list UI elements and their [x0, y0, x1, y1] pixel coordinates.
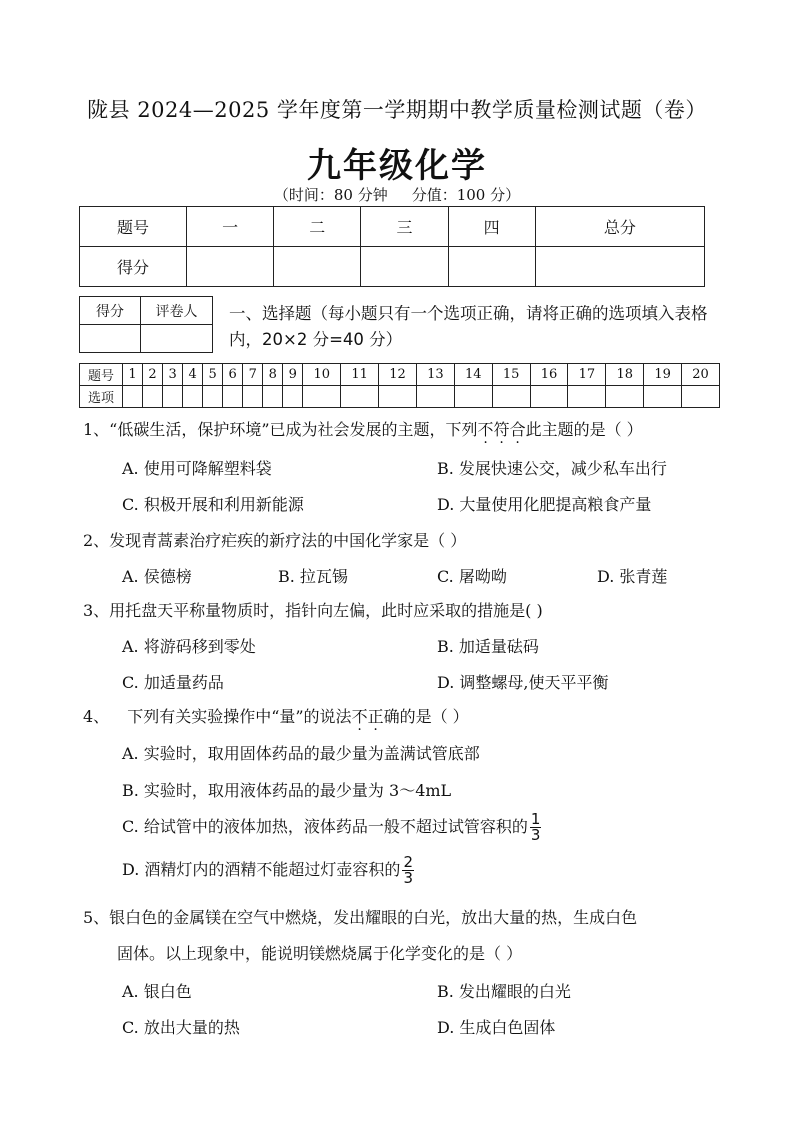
answer-cell[interactable]: [163, 386, 183, 408]
exam-title: 陇县 2024—2025 学年度第一学期期中教学质量检测试题（卷）: [87, 98, 707, 122]
emphasis-char: 不: [477, 420, 494, 439]
exam-score: 分值：100 分）: [411, 186, 521, 204]
answer-grid-number-row: [80, 364, 720, 386]
answer-cell[interactable]: [183, 386, 203, 408]
q4-option-d: [122, 855, 414, 886]
question-number-cell: 14: [454, 364, 492, 386]
answer-grid-label: 题号: [80, 364, 123, 386]
fraction-one-third: [530, 812, 542, 843]
question-number-cell: 8: [263, 364, 283, 386]
score-cell-header: 二: [274, 207, 361, 247]
score-entry-cell[interactable]: [448, 247, 535, 287]
question-number-cell: 16: [530, 364, 568, 386]
grader-label: 评卷人: [141, 297, 213, 325]
q1-option-c: C. 积极开展和利用新能源: [122, 495, 304, 514]
question-number-cell: 9: [283, 364, 303, 386]
question-number-cell: 17: [568, 364, 606, 386]
q3-option-a: A. 将游码移到零处: [122, 637, 256, 656]
emphasis-char: 符: [493, 420, 510, 439]
question-4-text: 下列有关实验操作中“量”的说法: [127, 707, 352, 726]
q1-option-d: D. 大量使用化肥提高粮食产量: [437, 495, 652, 514]
question-number-cell: 19: [644, 364, 682, 386]
answer-grid-option-label: 选项: [80, 386, 123, 408]
answer-cell[interactable]: [123, 386, 143, 408]
q1-option-b: B. 发展快速公交，减少私车出行: [437, 459, 667, 478]
q5-option-d: D. 生成白色固体: [437, 1018, 556, 1037]
q5-option-c: C. 放出大量的热: [122, 1018, 240, 1037]
q5-option-a: A. 银白色: [122, 982, 192, 1001]
grader-score-label: 得分: [80, 297, 141, 325]
fraction-two-thirds: [402, 855, 414, 886]
q2-option-b: B. 拉瓦锡: [278, 567, 348, 586]
answer-cell[interactable]: [243, 386, 263, 408]
score-entry-cell[interactable]: [187, 247, 274, 287]
question-number-cell: 13: [416, 364, 454, 386]
question-1-stem: [83, 417, 643, 440]
q4-option-c-text: C. 给试管中的液体加热，液体药品一般不超过试管容积的: [122, 817, 528, 836]
score-cell-header: 三: [361, 207, 448, 247]
answer-cell[interactable]: [223, 386, 243, 408]
answer-cell[interactable]: [644, 386, 682, 408]
q4-option-d-text: D. 酒精灯内的酒精不能超过灯壶容积的: [122, 860, 401, 879]
question-number-cell: 12: [379, 364, 417, 386]
score-entry-cell[interactable]: [274, 247, 361, 287]
q1-option-a: A. 使用可降解塑料袋: [122, 459, 272, 478]
score-cell-header: 四: [448, 207, 535, 247]
q4-option-c: [122, 812, 541, 843]
question-5-stem-line1: 5、银白色的金属镁在空气中燃烧，发出耀眼的白光，放出大量的热，生成白色: [83, 908, 638, 927]
question-4-stem: [83, 704, 469, 727]
subject-title: 九年级化学: [307, 146, 487, 186]
answer-cell[interactable]: [303, 386, 341, 408]
section-heading: 一、选择题（每小题只有一个选项正确，请将正确的选项填入表格内，20×2 分=40 分）: [229, 304, 708, 349]
grader-score-cell[interactable]: [80, 325, 141, 353]
emphasis-char: 合: [509, 420, 526, 439]
q5-option-b: B. 发出耀眼的白光: [437, 982, 571, 1001]
question-number-cell: 7: [243, 364, 263, 386]
score-table: [79, 206, 705, 287]
grader-name-cell[interactable]: [141, 325, 213, 353]
question-number-cell: 2: [143, 364, 163, 386]
question-1-text: 1、“低碳生活，保护环境”已成为社会发展的主题，下列: [83, 420, 478, 439]
question-4-number: 4、: [83, 707, 110, 726]
answer-cell[interactable]: [568, 386, 606, 408]
score-cell-header: 总分: [535, 207, 704, 247]
question-number-cell: 20: [682, 364, 720, 386]
score-table-header-row: [80, 207, 705, 247]
question-4-text-end: 确的是（ ）: [383, 707, 469, 726]
q2-option-a: A. 侯德榜: [122, 567, 192, 586]
emphasis-char: 正: [367, 707, 384, 726]
q4-option-a: A. 实验时，取用固体药品的最少量为盖满试管底部: [122, 744, 480, 763]
question-number-cell: 15: [492, 364, 530, 386]
question-number-cell: 18: [606, 364, 644, 386]
score-entry-cell[interactable]: [535, 247, 704, 287]
score-cell-header: 一: [187, 207, 274, 247]
question-3-stem: 3、用托盘天平称量物质时，指针向左偏，此时应采取的措施是( ): [83, 601, 543, 620]
question-number-cell: 10: [303, 364, 341, 386]
q3-option-c: C. 加适量药品: [122, 673, 224, 692]
question-number-cell: 11: [341, 364, 379, 386]
score-entry-cell[interactable]: [361, 247, 448, 287]
answer-cell[interactable]: [606, 386, 644, 408]
q4-option-b: B. 实验时，取用液体药品的最少量为 3～4mL: [122, 781, 452, 800]
q3-option-d: D. 调整螺母,使天平平衡: [437, 673, 609, 692]
fraction-denominator: 3: [530, 826, 541, 844]
question-number-cell: 6: [223, 364, 243, 386]
answer-cell[interactable]: [283, 386, 303, 408]
answer-cell[interactable]: [492, 386, 530, 408]
fraction-numerator: 2: [403, 853, 413, 871]
exam-info: [0, 184, 794, 205]
question-2-stem: 2、发现青蒿素治疗疟疾的新疗法的中国化学家是（ ）: [83, 531, 467, 550]
answer-cell[interactable]: [203, 386, 223, 408]
score-cell-label: 题号: [80, 207, 187, 247]
answer-grid-option-row: [80, 386, 720, 408]
answer-cell[interactable]: [379, 386, 417, 408]
answer-cell[interactable]: [530, 386, 568, 408]
q3-option-b: B. 加适量砝码: [437, 637, 539, 656]
answer-cell[interactable]: [454, 386, 492, 408]
fraction-denominator: 3: [403, 869, 413, 887]
question-5-stem-line2: 固体。以上现象中，能说明镁燃烧属于化学变化的是（ ）: [117, 944, 523, 963]
question-number-cell: 4: [183, 364, 203, 386]
answer-cell[interactable]: [416, 386, 454, 408]
answer-cell[interactable]: [682, 386, 720, 408]
answer-cell[interactable]: [341, 386, 379, 408]
question-1-text-end: 此主题的是（ ）: [525, 420, 643, 439]
question-number-cell: 1: [123, 364, 143, 386]
answer-grid: [79, 363, 720, 408]
question-number-cell: 3: [163, 364, 183, 386]
score-row-label: 得分: [80, 247, 187, 287]
q2-option-d: D. 张青莲: [597, 567, 668, 586]
fraction-numerator: 1: [530, 810, 541, 828]
grader-box: [79, 296, 213, 353]
emphasis-char: 不: [351, 707, 368, 726]
question-number-cell: 5: [203, 364, 223, 386]
score-table-score-row: [80, 247, 705, 287]
answer-cell[interactable]: [263, 386, 283, 408]
q2-option-c: C. 屠呦呦: [437, 567, 507, 586]
exam-time: （时间：80 分钟: [273, 186, 388, 204]
answer-cell[interactable]: [143, 386, 163, 408]
